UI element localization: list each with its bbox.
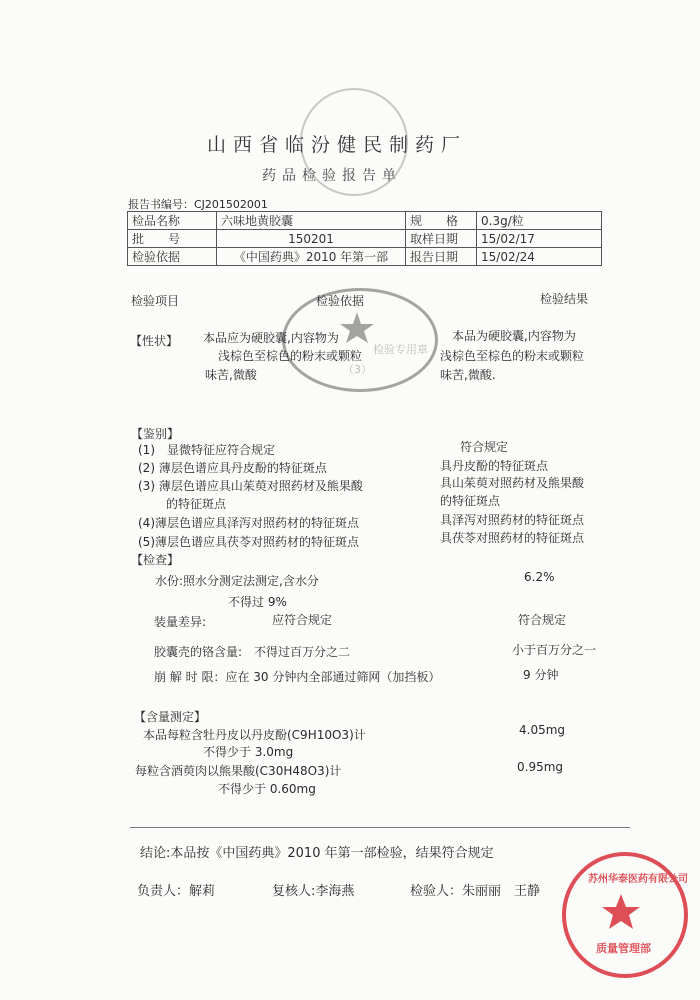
inspection-heading: 【检查】: [131, 553, 180, 567]
inspection-seal-number: （3）: [343, 363, 372, 376]
company-seal: [562, 852, 688, 978]
chrome-result: 小于百万分之一: [512, 643, 597, 657]
traits-res-line3: 味苦,微酸.: [440, 368, 496, 382]
chrome-standard: 胶囊壳的铬含量: 不得过百万分之二: [154, 645, 351, 659]
report-number: [128, 196, 268, 212]
assay-result-2: 0.95mg: [517, 760, 564, 774]
conclusion-text: 结论:本品按《中国药典》2010 年第一部检验，结果符合规定: [140, 846, 494, 861]
inspection-seal: [282, 288, 438, 392]
ident-result-4: 具泽泻对照药材的特征斑点: [440, 513, 585, 527]
ident-result-1: 符合规定: [460, 440, 509, 454]
basis-label: 检验依据: [128, 248, 217, 266]
basis-value: 《中国药典》2010 年第一部: [217, 248, 406, 266]
report-date-value: 15/02/24: [477, 248, 602, 266]
batch-value: 150201: [217, 230, 406, 248]
assay-heading: 【含量测定】: [134, 710, 207, 724]
disintegration-result: 9 分钟: [523, 668, 559, 682]
assay-limit-2: 不得少于 0.60mg: [218, 782, 316, 796]
inspection-seal-text: 检验专用章: [373, 343, 428, 356]
sample-date-label: 取样日期: [406, 230, 477, 248]
table-row: [128, 212, 602, 230]
ident-result-3a: 具山茱萸对照药材及熊果酸: [440, 476, 585, 490]
assay-item-2: 每粒含酒萸肉以熊果酸(C30H48O3)计: [135, 764, 342, 778]
report-number-value: CJ201502001: [194, 198, 268, 211]
assay-item-1: 本品每粒含牡丹皮以丹皮酚(C9H10O3)计: [143, 728, 366, 742]
spec-label: 规 格: [406, 212, 477, 230]
reviewer-signature: 复核人:李海燕: [272, 884, 355, 899]
name-value: 六味地黄胶囊: [217, 212, 406, 230]
assay-result-1: 4.05mg: [519, 723, 566, 737]
document-title: 药品检验报告单: [262, 168, 402, 184]
load-result: 符合规定: [518, 613, 567, 627]
water-result: 6.2%: [524, 570, 555, 584]
water-limit: 不得过 9%: [228, 595, 287, 609]
ident-result-3b: 的特征斑点: [440, 494, 501, 508]
ident-item-3a: (3) 薄层色谱应具山茱萸对照药材及熊果酸: [138, 479, 363, 493]
report-number-label: 报告书编号：: [128, 198, 194, 211]
spec-value: 0.3g/粒: [477, 212, 602, 230]
name-label: 检品名称: [128, 212, 217, 230]
disintegration-standard: 崩 解 时 限：应在 30 分钟内全部通过筛网（加挡板）: [154, 670, 441, 684]
info-table: [127, 211, 602, 266]
sample-date-value: 15/02/17: [477, 230, 602, 248]
ident-item-4: (4)薄层色谱应具泽泻对照药材的特征斑点: [138, 516, 359, 530]
company-seal-text: 苏州华泰医药有限公司: [588, 874, 688, 885]
assay-limit-1: 不得少于 3.0mg: [203, 745, 294, 759]
column-item: 检验项目: [131, 294, 180, 308]
ident-item-3b: 的特征斑点: [166, 497, 227, 511]
column-basis: 检验依据: [316, 294, 365, 308]
traits-std-line3: 味苦,微酸: [205, 368, 257, 382]
divider: [130, 827, 630, 828]
ident-item-1: (1) 显微特征应符合规定: [138, 443, 275, 457]
company-name: 山西省临汾健民制药厂: [207, 134, 468, 156]
table-row: [128, 248, 602, 266]
report-date-label: 报告日期: [406, 248, 477, 266]
faded-seal: [300, 88, 408, 196]
inspector-signature: 检验人：朱丽丽 王静: [410, 884, 541, 899]
ident-item-2: (2) 薄层色谱应具丹皮酚的特征斑点: [138, 461, 327, 475]
company-seal-subtext: 质量管理部: [596, 942, 651, 955]
batch-label: 批 号: [128, 230, 217, 248]
ident-result-5: 具茯苓对照药材的特征斑点: [440, 531, 585, 545]
ident-result-2: 具丹皮酚的特征斑点: [440, 459, 549, 473]
traits-res-line2: 浅棕色至棕色的粉末或颗粒: [440, 349, 585, 363]
identification-heading: 【鉴别】: [131, 427, 180, 441]
traits-std-line2: 浅棕色至棕色的粉末或颗粒: [218, 349, 363, 363]
load-standard: 应符合规定: [272, 613, 333, 627]
table-row: [128, 230, 602, 248]
load-label: 装量差异:: [154, 615, 207, 629]
ident-item-5: (5)薄层色谱应具茯苓对照药材的特征斑点: [138, 535, 359, 549]
water-standard: 水份:照水分测定法测定,含水分: [155, 574, 319, 588]
responsible-signature: 负责人：解莉: [137, 884, 216, 899]
traits-res-line1: 本品为硬胶囊,内容物为: [452, 329, 576, 343]
traits-std-line1: 本品应为硬胶囊,内容物为: [203, 331, 339, 345]
traits-heading: 【性状】: [130, 334, 179, 348]
column-result: 检验结果: [540, 292, 589, 306]
